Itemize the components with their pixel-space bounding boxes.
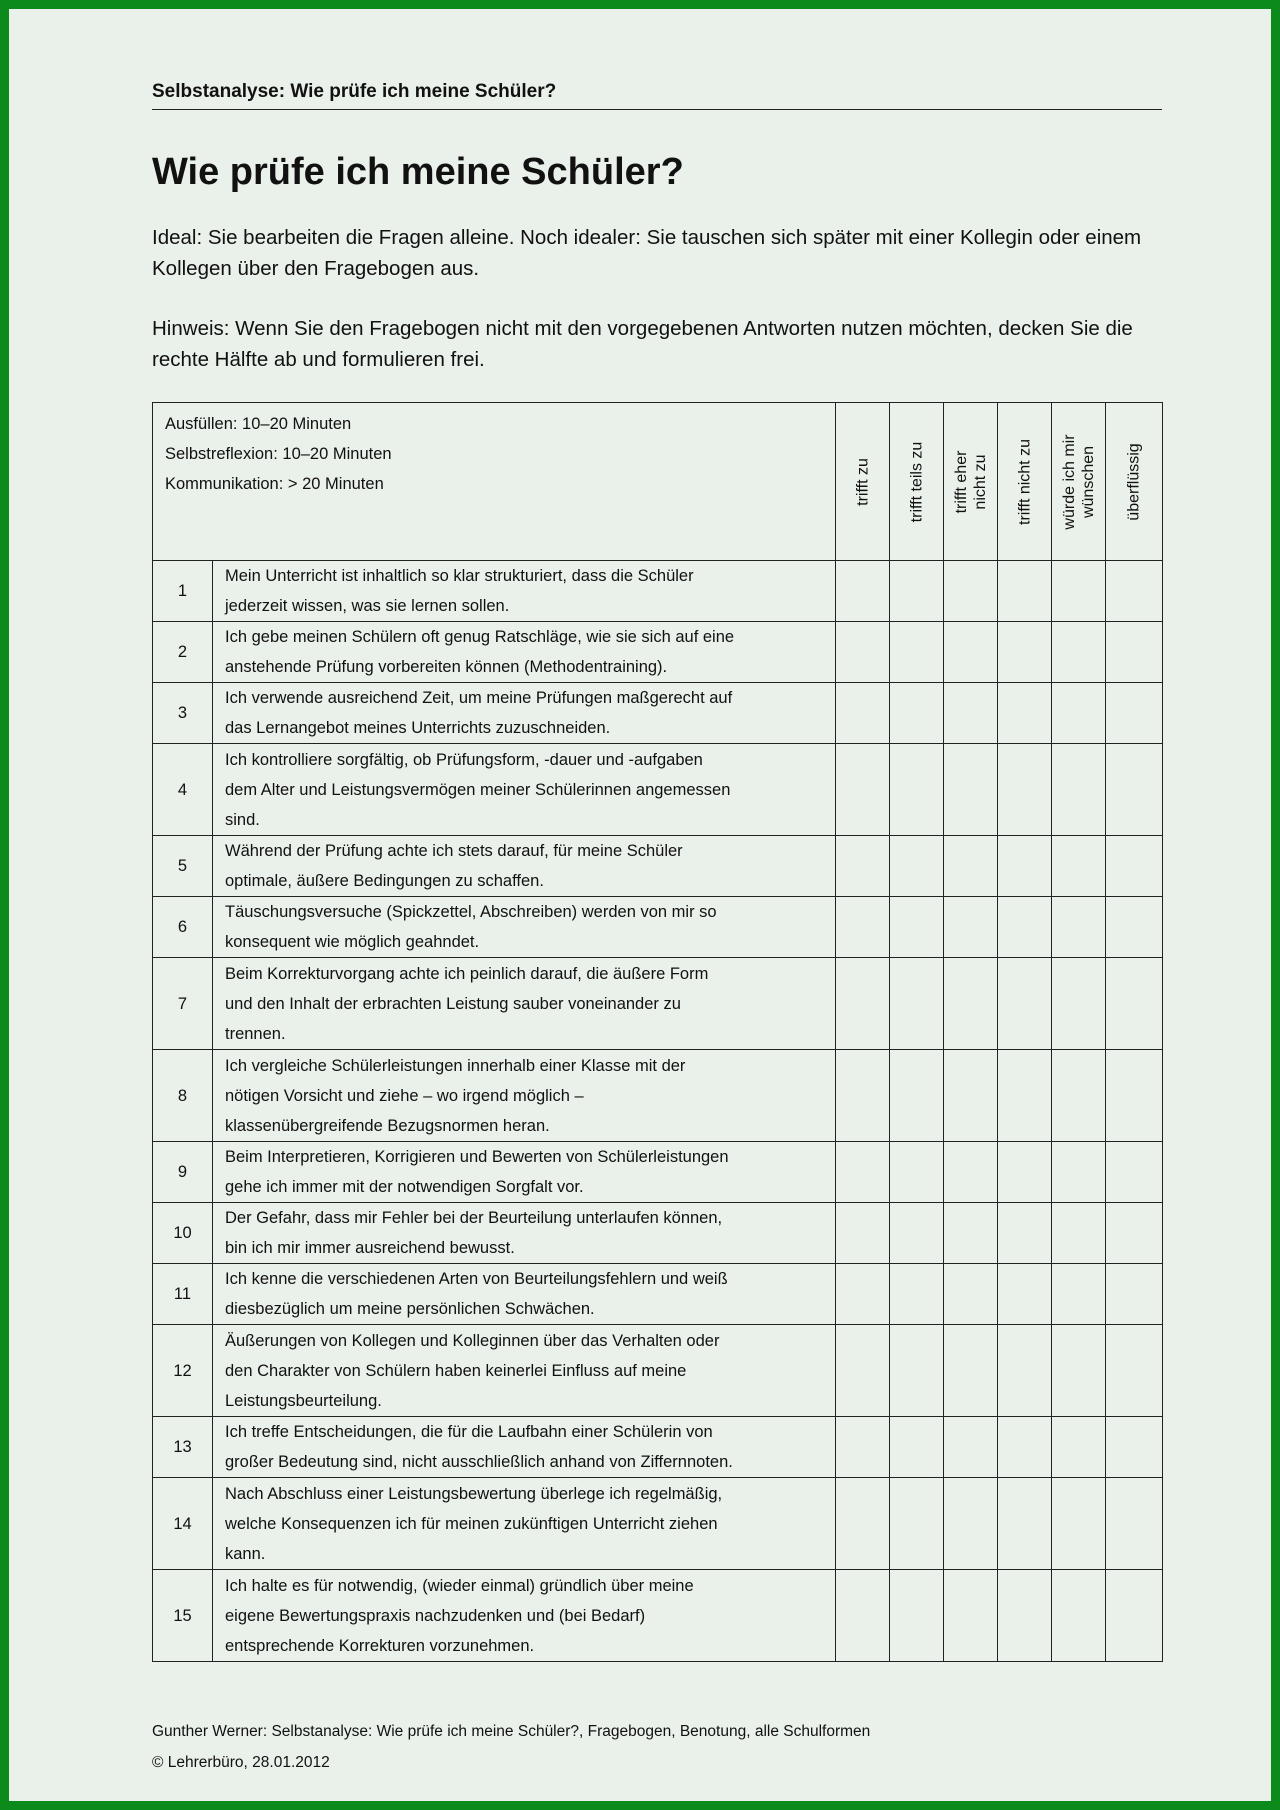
answer-checkbox-cell[interactable]: [1106, 897, 1163, 958]
question-text-line: Äußerungen von Kollegen und Kolleginnen über das Verhalten oder: [225, 1331, 720, 1350]
answer-checkbox-cell[interactable]: [1052, 836, 1106, 897]
answer-checkbox-cell[interactable]: [836, 1142, 890, 1203]
question-text: [213, 1142, 836, 1203]
question-row: [153, 561, 1163, 622]
answer-checkbox-cell[interactable]: [1052, 1142, 1106, 1203]
question-text-line: anstehende Prüfung vorbereiten können (Methodentraining).: [225, 658, 668, 676]
question-row: [153, 1570, 1163, 1662]
question-text: [213, 897, 836, 958]
question-row: [153, 744, 1163, 836]
question-text: [213, 1050, 836, 1142]
footer-copyright: © Lehrerbüro, 28.01.2012: [152, 1754, 330, 1771]
answer-checkbox-cell[interactable]: [998, 1264, 1052, 1325]
question-text-line: welche Konsequenzen ich für meinen zukünftigen Unterricht ziehen: [225, 1514, 718, 1533]
answer-checkbox-cell[interactable]: [998, 561, 1052, 622]
question-number: 10: [153, 1203, 213, 1264]
question-text-line: großer Bedeutung sind, nicht ausschließlich anhand von Ziffernnoten.: [225, 1453, 733, 1471]
question-number: 15: [153, 1570, 213, 1662]
question-text-line: Leistungsbeurteilung.: [225, 1391, 382, 1410]
answer-checkbox-cell[interactable]: [890, 1203, 944, 1264]
question-text: [213, 1478, 836, 1570]
question-text-line: Beim Interpretieren, Korrigieren und Bewerten von Schülerleistungen: [225, 1148, 729, 1166]
time-estimates-cell: [153, 403, 836, 561]
answer-checkbox-cell[interactable]: [998, 1417, 1052, 1478]
question-text: [213, 561, 836, 622]
column-header-label: [1125, 443, 1144, 520]
answer-checkbox-cell[interactable]: [998, 744, 1052, 836]
question-row: [153, 1264, 1163, 1325]
question-text-line: jederzeit wissen, was sie lernen sollen.: [225, 597, 510, 615]
answer-checkbox-cell[interactable]: [998, 683, 1052, 744]
answer-checkbox-cell[interactable]: [836, 622, 890, 683]
answer-checkbox-cell[interactable]: [944, 622, 998, 683]
answer-checkbox-cell[interactable]: [836, 1478, 890, 1570]
answer-checkbox-cell[interactable]: [890, 683, 944, 744]
question-text-line: optimale, äußere Bedingungen zu schaffen.: [225, 872, 544, 890]
time-self-reflection: Selbstreflexion: 10–20 Minuten: [165, 445, 392, 463]
question-text-line: Ich kenne die verschiedenen Arten von Beurteilungsfehlern und weiß: [225, 1270, 728, 1288]
column-header-label-line: würde ich mir: [1060, 433, 1078, 530]
question-number: 13: [153, 1417, 213, 1478]
answer-checkbox-cell[interactable]: [998, 1570, 1052, 1662]
question-text-line: Ich verwende ausreichend Zeit, um meine Prüfungen maßgerecht auf: [225, 689, 733, 707]
answer-checkbox-cell[interactable]: [890, 836, 944, 897]
question-text-line: Täuschungsversuche (Spickzettel, Abschreiben) werden von mir so: [225, 903, 717, 921]
question-row: [153, 1417, 1163, 1478]
column-header-trifft-eher-nicht-zu: [944, 403, 998, 561]
answer-checkbox-cell[interactable]: [1106, 1417, 1163, 1478]
answer-checkbox-cell[interactable]: [944, 1325, 998, 1417]
answer-checkbox-cell[interactable]: [1106, 1478, 1163, 1570]
answer-checkbox-cell[interactable]: [1052, 1050, 1106, 1142]
answer-checkbox-cell[interactable]: [944, 1142, 998, 1203]
answer-checkbox-cell[interactable]: [836, 1325, 890, 1417]
answer-checkbox-cell[interactable]: [998, 1203, 1052, 1264]
answer-checkbox-cell[interactable]: [998, 1142, 1052, 1203]
answer-checkbox-cell[interactable]: [890, 561, 944, 622]
question-text-line: Ich vergleiche Schülerleistungen innerhalb einer Klasse mit der: [225, 1056, 686, 1075]
answer-checkbox-cell[interactable]: [1052, 561, 1106, 622]
question-number: 2: [153, 622, 213, 683]
question-text: [213, 744, 836, 836]
answer-checkbox-cell[interactable]: [944, 1203, 998, 1264]
answer-checkbox-cell[interactable]: [836, 836, 890, 897]
question-text-line: Ich treffe Entscheidungen, die für die Laufbahn einer Schülerin von: [225, 1423, 713, 1441]
answer-checkbox-cell[interactable]: [1106, 1570, 1163, 1662]
column-header-label-line: trifft nicht zu: [1016, 438, 1033, 525]
answer-checkbox-cell[interactable]: [1052, 683, 1106, 744]
question-text-line: diesbezüglich um meine persönlichen Schwächen.: [225, 1300, 595, 1318]
question-text-line: und den Inhalt der erbrachten Leistung sauber voneinander zu: [225, 994, 681, 1013]
answer-checkbox-cell[interactable]: [1052, 1478, 1106, 1570]
answer-checkbox-cell[interactable]: [944, 1050, 998, 1142]
answer-checkbox-cell[interactable]: [1106, 1325, 1163, 1417]
question-text-line: gehe ich immer mit der notwendigen Sorgfalt vor.: [225, 1178, 584, 1196]
answer-checkbox-cell[interactable]: [1106, 1050, 1163, 1142]
column-header-wuerde-ich-mir-wuenschen: [1052, 403, 1106, 561]
answer-checkbox-cell[interactable]: [890, 1050, 944, 1142]
column-header-label: [907, 441, 926, 522]
question-row: [153, 1203, 1163, 1264]
answer-checkbox-cell[interactable]: [944, 1417, 998, 1478]
answer-checkbox-cell[interactable]: [890, 622, 944, 683]
answer-checkbox-cell[interactable]: [1052, 1570, 1106, 1662]
question-number: 8: [153, 1050, 213, 1142]
question-text-line: Beim Korrekturvorgang achte ich peinlich darauf, die äußere Form: [225, 964, 709, 983]
answer-checkbox-cell[interactable]: [890, 1325, 944, 1417]
answer-checkbox-cell[interactable]: [944, 561, 998, 622]
question-text-line: Ich kontrolliere sorgfältig, ob Prüfungsform, -dauer und -aufgaben: [225, 750, 703, 769]
answer-checkbox-cell[interactable]: [944, 1478, 998, 1570]
answer-checkbox-cell[interactable]: [1106, 1203, 1163, 1264]
answer-checkbox-cell[interactable]: [998, 836, 1052, 897]
question-text: [213, 1264, 836, 1325]
questionnaire-table: [152, 402, 1163, 1662]
question-text: [213, 1417, 836, 1478]
column-header-label-line: trifft teils zu: [908, 441, 925, 522]
answer-checkbox-cell[interactable]: [1052, 744, 1106, 836]
column-header-label-line: trifft eher: [952, 450, 970, 513]
answer-checkbox-cell[interactable]: [998, 1050, 1052, 1142]
answer-checkbox-cell[interactable]: [998, 1325, 1052, 1417]
answer-checkbox-cell[interactable]: [836, 744, 890, 836]
page-title: Wie prüfe ich meine Schüler?: [152, 151, 684, 193]
question-text-line: eigene Bewertungspraxis nachzudenken und (bei Bedarf): [225, 1606, 646, 1625]
answer-checkbox-cell[interactable]: [836, 683, 890, 744]
answer-checkbox-cell[interactable]: [890, 1478, 944, 1570]
answer-checkbox-cell[interactable]: [836, 1264, 890, 1325]
question-row: [153, 683, 1163, 744]
answer-checkbox-cell[interactable]: [944, 1264, 998, 1325]
answer-checkbox-cell[interactable]: [836, 1050, 890, 1142]
question-number: 7: [153, 958, 213, 1050]
answer-checkbox-cell[interactable]: [1106, 1142, 1163, 1203]
question-number: 12: [153, 1325, 213, 1417]
column-header-ueberfluessig: [1106, 403, 1163, 561]
answer-checkbox-cell[interactable]: [836, 1417, 890, 1478]
question-number: 5: [153, 836, 213, 897]
answer-checkbox-cell[interactable]: [1052, 1325, 1106, 1417]
column-header-label: [952, 450, 990, 513]
answer-checkbox-cell[interactable]: [1106, 744, 1163, 836]
question-text-line: konsequent wie möglich geahndet.: [225, 933, 480, 951]
footer-source: Gunther Werner: Selbstanalyse: Wie prüfe ich meine Schüler?, Fragebogen, Benotung, alle Schulformen: [152, 1723, 871, 1740]
column-header-trifft-teils-zu: [890, 403, 944, 561]
question-text-line: das Lernangebot meines Unterrichts zuzuschneiden.: [225, 719, 611, 737]
question-text-line: Ich halte es für notwendig, (wieder einmal) gründlich über meine: [225, 1576, 694, 1595]
header-row: [153, 403, 1163, 561]
question-text-line: Während der Prüfung achte ich stets darauf, für meine Schüler: [225, 842, 683, 860]
answer-checkbox-cell[interactable]: [1106, 836, 1163, 897]
answer-checkbox-cell[interactable]: [890, 1570, 944, 1662]
question-number: 9: [153, 1142, 213, 1203]
answer-checkbox-cell[interactable]: [1106, 622, 1163, 683]
question-text-line: entsprechende Korrekturen vorzunehmen.: [225, 1636, 535, 1655]
intro-paragraph-ideal: Ideal: Sie bearbeiten die Fragen alleine. Noch idealer: Sie tauschen sich später mit einer Kollegin oder einem Kollegen über den Fragebogen aus.: [152, 226, 1142, 280]
question-text-line: dem Alter und Leistungsvermögen meiner Schülerinnen angemessen: [225, 780, 731, 799]
question-row: [153, 958, 1163, 1050]
question-text-line: Der Gefahr, dass mir Fehler bei der Beurteilung unterlaufen können,: [225, 1209, 723, 1227]
answer-checkbox-cell[interactable]: [890, 1417, 944, 1478]
document-page: [9, 9, 1271, 1801]
answer-checkbox-cell[interactable]: [998, 622, 1052, 683]
question-text: [213, 958, 836, 1050]
question-text-line: nötigen Vorsicht und ziehe – wo irgend möglich –: [225, 1086, 584, 1105]
answer-checkbox-cell[interactable]: [1052, 1417, 1106, 1478]
column-header-label: [853, 458, 872, 506]
question-text-line: Nach Abschluss einer Leistungsbewertung überlege ich regelmäßig,: [225, 1484, 723, 1503]
question-row: [153, 897, 1163, 958]
answer-checkbox-cell[interactable]: [998, 1478, 1052, 1570]
intro-paragraph-hinweis: Hinweis: Wenn Sie den Fragebogen nicht mit den vorgegebenen Antworten nutzen möchten, decken Sie die rechte Hälfte ab und formulieren frei.: [152, 317, 1133, 371]
column-header-label-line: nicht zu: [971, 453, 989, 510]
column-header-trifft-nicht-zu: [998, 403, 1052, 561]
answer-checkbox-cell[interactable]: [890, 897, 944, 958]
answer-checkbox-cell[interactable]: [1106, 683, 1163, 744]
answer-checkbox-cell[interactable]: [998, 958, 1052, 1050]
question-text: [213, 683, 836, 744]
question-text: [213, 836, 836, 897]
answer-checkbox-cell[interactable]: [836, 958, 890, 1050]
question-number: 6: [153, 897, 213, 958]
question-row: [153, 1478, 1163, 1570]
answer-checkbox-cell[interactable]: [944, 836, 998, 897]
question-number: 3: [153, 683, 213, 744]
column-header-label: [1015, 439, 1034, 525]
answer-checkbox-cell[interactable]: [836, 1203, 890, 1264]
question-text: [213, 622, 836, 683]
question-text-line: kann.: [225, 1544, 266, 1563]
question-number: 1: [153, 561, 213, 622]
column-header-label-line: überflüssig: [1125, 442, 1143, 521]
question-text-line: bin ich mir immer ausreichend bewusst.: [225, 1239, 515, 1257]
question-text: [213, 1203, 836, 1264]
answer-checkbox-cell[interactable]: [944, 897, 998, 958]
running-header: Selbstanalyse: Wie prüfe ich meine Schüler?: [152, 81, 1162, 110]
column-header-label-line: wünschen: [1079, 445, 1097, 518]
answer-checkbox-cell[interactable]: [890, 744, 944, 836]
question-number: 14: [153, 1478, 213, 1570]
answer-checkbox-cell[interactable]: [1106, 561, 1163, 622]
question-number: 4: [153, 744, 213, 836]
question-text-line: klassenübergreifende Bezugsnormen heran.: [225, 1116, 550, 1135]
question-number: 11: [153, 1264, 213, 1325]
answer-checkbox-cell[interactable]: [944, 1570, 998, 1662]
answer-checkbox-cell[interactable]: [944, 958, 998, 1050]
column-header-trifft-zu: [836, 403, 890, 561]
answer-checkbox-cell[interactable]: [1106, 958, 1163, 1050]
answer-checkbox-cell[interactable]: [998, 897, 1052, 958]
answer-checkbox-cell[interactable]: [836, 561, 890, 622]
question-text-line: den Charakter von Schülern haben keinerlei Einfluss auf meine: [225, 1361, 687, 1380]
time-communication: Kommunikation: > 20 Minuten: [165, 475, 384, 493]
answer-checkbox-cell[interactable]: [836, 1570, 890, 1662]
question-text-line: sind.: [225, 810, 260, 829]
question-row: [153, 622, 1163, 683]
answer-checkbox-cell[interactable]: [836, 897, 890, 958]
answer-checkbox-cell[interactable]: [1052, 1264, 1106, 1325]
answer-checkbox-cell[interactable]: [944, 683, 998, 744]
time-fill-in: Ausfüllen: 10–20 Minuten: [165, 415, 352, 433]
question-row: [153, 836, 1163, 897]
answer-checkbox-cell[interactable]: [1052, 958, 1106, 1050]
answer-checkbox-cell[interactable]: [890, 958, 944, 1050]
question-text: [213, 1570, 836, 1662]
answer-checkbox-cell[interactable]: [890, 1142, 944, 1203]
column-header-label: [1060, 434, 1098, 529]
question-text-line: trennen.: [225, 1024, 286, 1043]
answer-checkbox-cell[interactable]: [1052, 897, 1106, 958]
question-row: [153, 1050, 1163, 1142]
answer-checkbox-cell[interactable]: [890, 1264, 944, 1325]
question-row: [153, 1142, 1163, 1203]
answer-checkbox-cell[interactable]: [1052, 1203, 1106, 1264]
answer-checkbox-cell[interactable]: [1106, 1264, 1163, 1325]
answer-checkbox-cell[interactable]: [1052, 622, 1106, 683]
question-text-line: Ich gebe meinen Schülern oft genug Ratschläge, wie sie sich auf eine: [225, 628, 735, 646]
question-text-line: Mein Unterricht ist inhaltlich so klar strukturiert, dass die Schüler: [225, 567, 694, 585]
column-header-label-line: trifft zu: [854, 457, 871, 506]
answer-checkbox-cell[interactable]: [944, 744, 998, 836]
question-text: [213, 1325, 836, 1417]
question-row: [153, 1325, 1163, 1417]
